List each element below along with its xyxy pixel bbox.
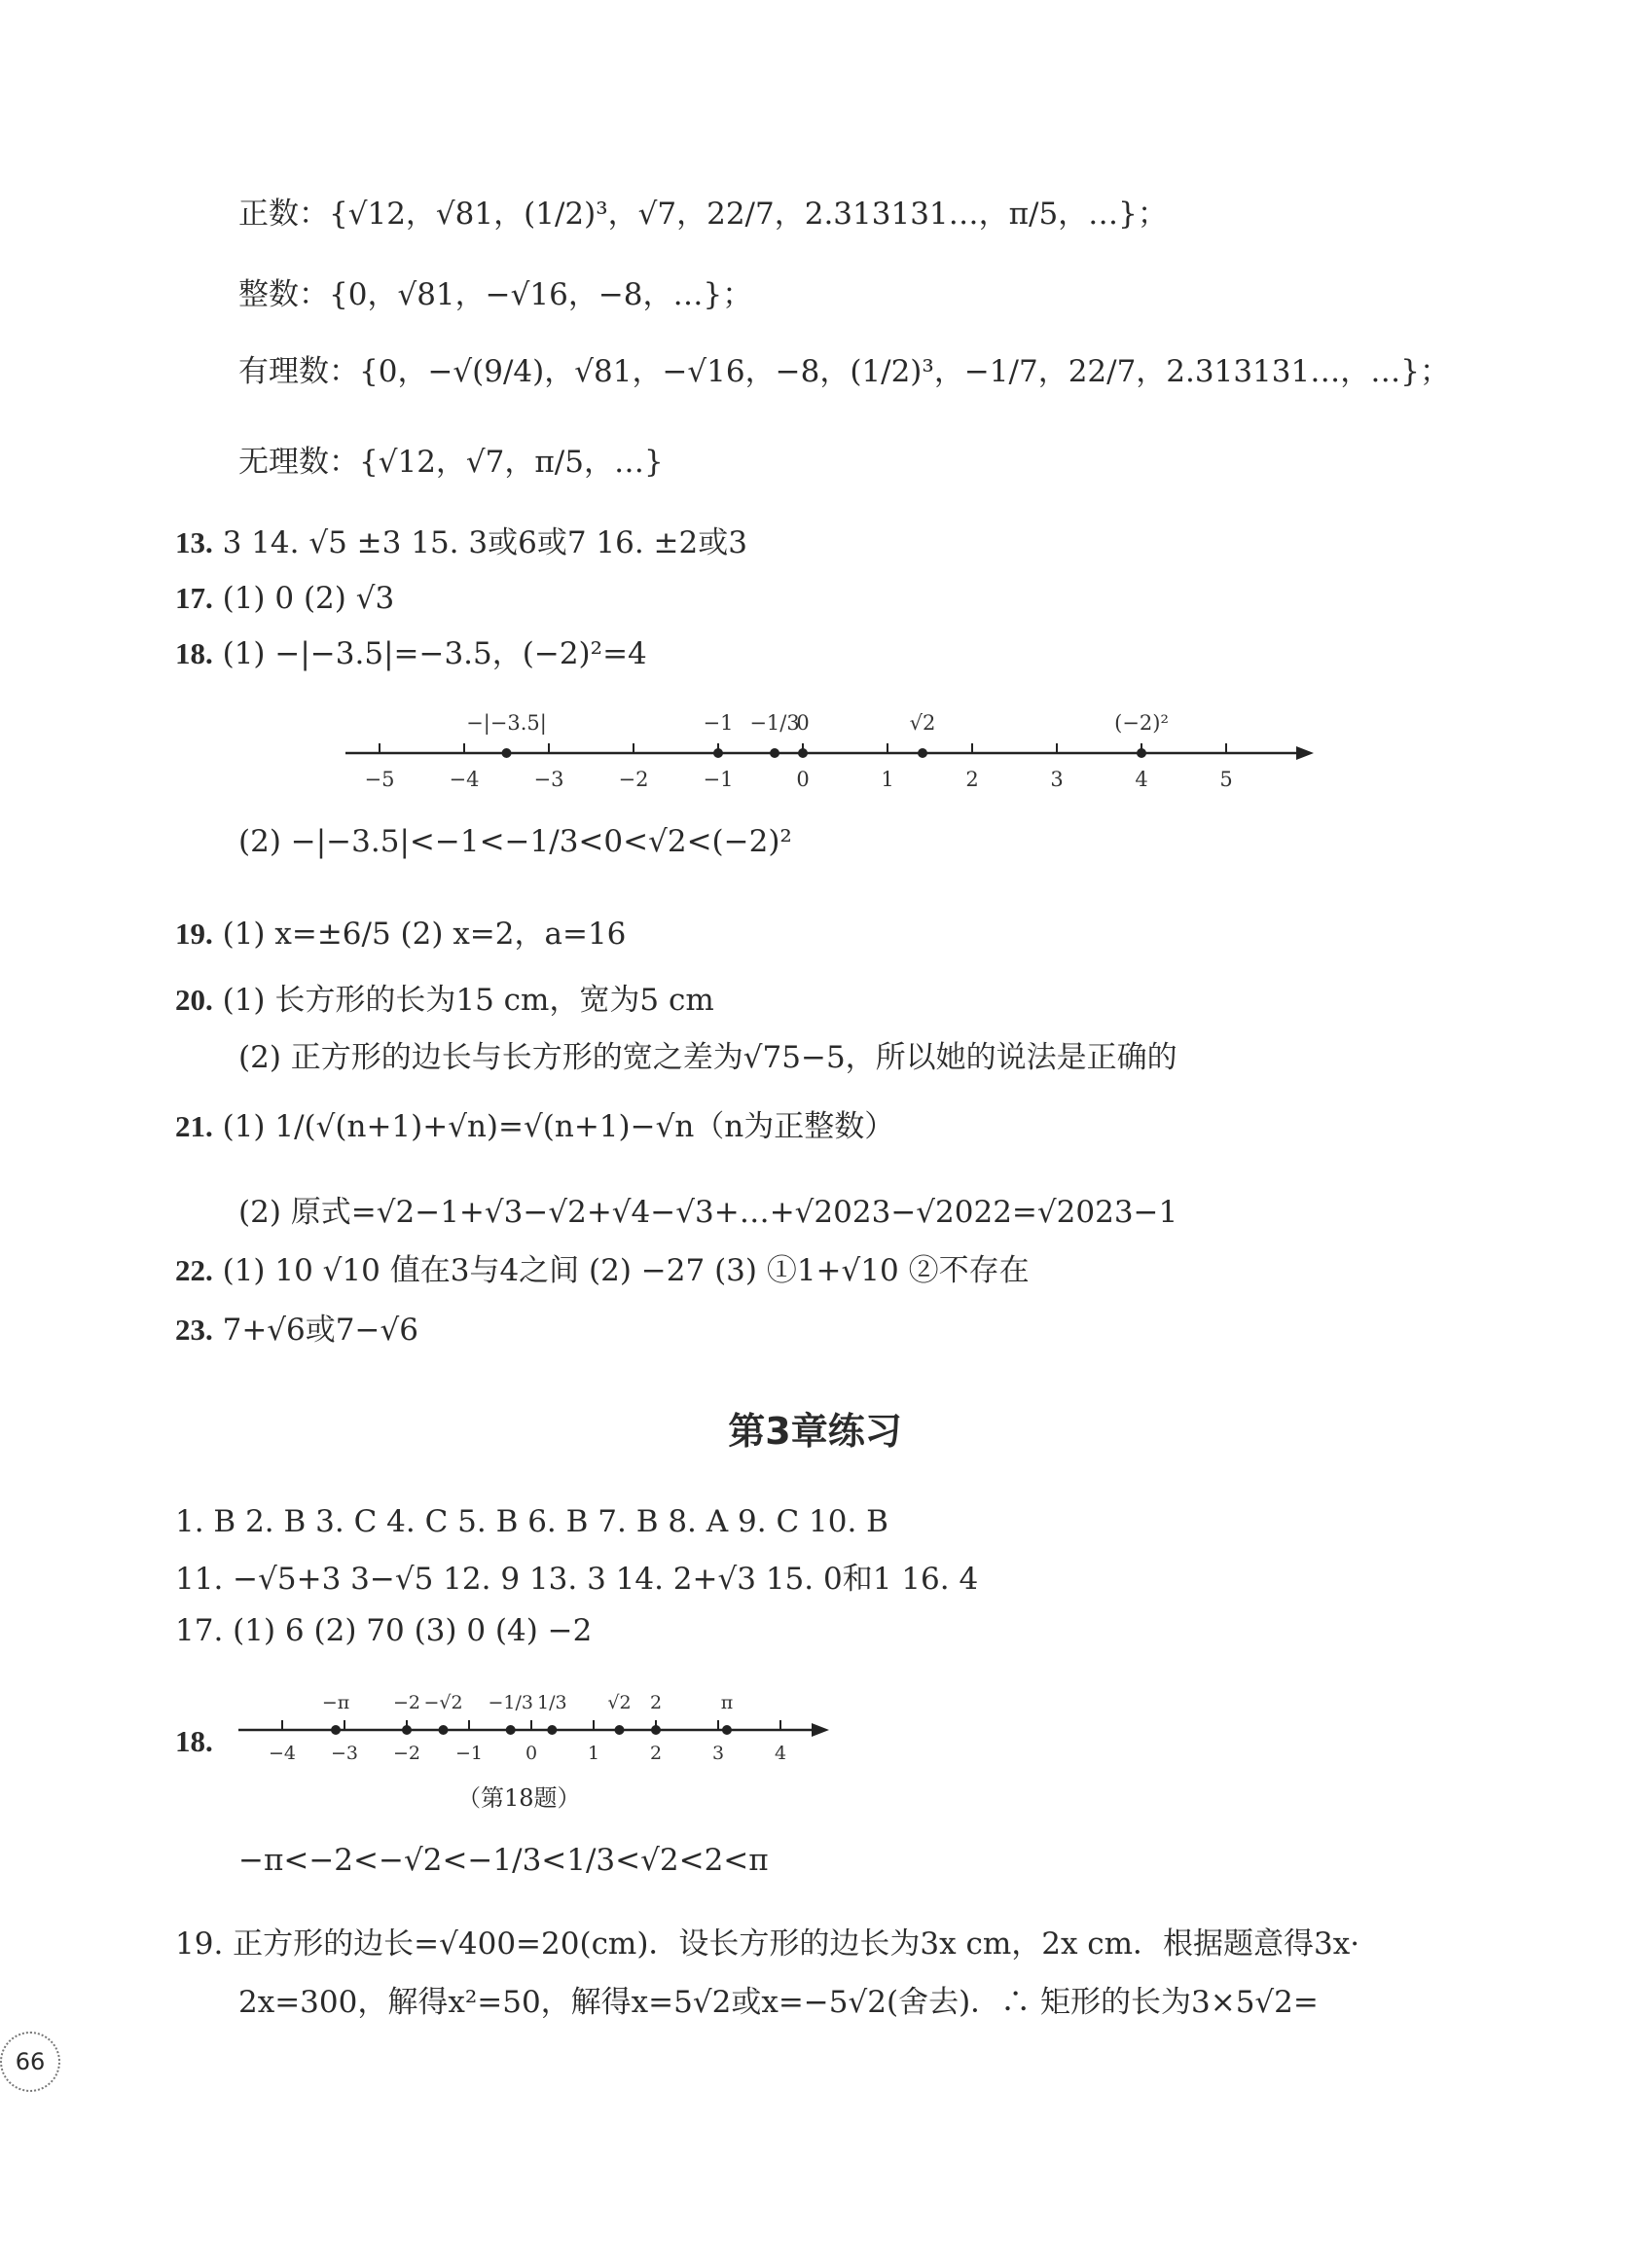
tick-label: −4 (449, 768, 480, 791)
tick-label: 4 (774, 1743, 787, 1764)
point-label: 2 (649, 1692, 663, 1713)
set-positive: 正数：{√12，√81，(1/2)³，√7，22/7，2.313131…，π/5，…}； (238, 197, 1168, 232)
point-label: −|−3.5| (466, 711, 547, 735)
ch3-answers-11-16: 11. −√5+3 3−√5 12. 9 13. 3 14. 2+√3 15. 0和1 16. 4 (175, 1562, 979, 1597)
tick-label: −2 (392, 1743, 421, 1764)
point-dot (439, 1725, 449, 1735)
point-label: −π (321, 1692, 350, 1713)
point-label: −1 (703, 711, 734, 735)
tick-label: 1 (881, 768, 894, 791)
answer-17: 17. (1) 0 (2) √3 (175, 581, 395, 616)
tick-label: −4 (268, 1743, 297, 1764)
point-label: −1/3 (749, 711, 800, 735)
tick-label: 1 (587, 1743, 600, 1764)
point-dot (402, 1725, 412, 1735)
answer-18-part1: 18. (1) −|−3.5|=−3.5，(−2)²=4 (175, 636, 647, 671)
point-dot (1137, 748, 1146, 758)
ch3-answer-19-line2: 2x=300，解得x²=50，解得x=5√2或x=−5√2(舍去)．∴ 矩形的长为3×5√2= (238, 1985, 1319, 2020)
tick-label: −5 (364, 768, 395, 791)
tick-label: −3 (330, 1743, 359, 1764)
ch3-order: −π<−2<−√2<−1/3<1/3<√2<2<π (238, 1843, 769, 1878)
point-dot (798, 748, 808, 758)
tick-label: 0 (796, 768, 810, 791)
point-dot (770, 748, 779, 758)
answer-19: 19. (1) x=±6/5 (2) x=2，a=16 (175, 917, 627, 952)
point-label: 1/3 (537, 1692, 567, 1713)
point-label: √2 (607, 1692, 632, 1713)
set-irrational: 无理数：{√12，√7，π/5，…} (238, 445, 664, 480)
point-label: −2 (392, 1692, 421, 1713)
tick-label: 2 (649, 1743, 663, 1764)
ch3-answers-1-10: 1. B 2. B 3. C 4. C 5. B 6. B 7. B 8. A 9. C 10. B (175, 1504, 888, 1539)
set-integer: 整数：{0，√81，−√16，−8，…}； (238, 277, 753, 312)
answer-21-part2: (2) 原式=√2−1+√3−√2+√4−√3+…+√2023−√2022=√2023−1 (238, 1195, 1178, 1230)
point-label: −√2 (423, 1692, 463, 1713)
tick-label: −2 (618, 768, 649, 791)
point-dot (713, 748, 723, 758)
tick-label: 4 (1135, 768, 1148, 791)
point-dot (331, 1725, 341, 1735)
tick-label: 3 (711, 1743, 725, 1764)
point-dot (918, 748, 927, 758)
answer-23: 23. 7+√6或7−√6 (175, 1313, 418, 1348)
page-number: 66 (0, 2032, 60, 2092)
tick-label: 0 (525, 1743, 538, 1764)
ch3-answer-17: 17. (1) 6 (2) 70 (3) 0 (4) −2 (175, 1613, 593, 1648)
tick-label: −1 (703, 768, 734, 791)
chapter-title: 第3章练习 (728, 1410, 902, 1453)
answer-20-part1: 20. (1) 长方形的长为15 cm，宽为5 cm (175, 983, 714, 1018)
ch3-answer-18-label: 18. (175, 1724, 213, 1758)
ch3-answer-19-line1: 19. 正方形的边长=√400=20(cm)．设长方形的边长为3x cm，2x cm．根据题意得3x· (175, 1926, 1360, 1962)
tick-label: 5 (1219, 768, 1233, 791)
tick-label: 2 (965, 768, 979, 791)
point-dot (614, 1725, 624, 1735)
answer-20-part2: (2) 正方形的边长与长方形的宽之差为√75−5，所以她的说法是正确的 (238, 1040, 1177, 1075)
axis-arrow (1296, 746, 1314, 760)
point-dot (547, 1725, 557, 1735)
point-label: 0 (796, 711, 810, 735)
point-label: (−2)² (1114, 711, 1169, 735)
point-label: π (720, 1692, 734, 1713)
point-label: √2 (909, 711, 936, 735)
tick-label: −3 (533, 768, 564, 791)
point-dot (502, 748, 512, 758)
number-line-ch3-18 (234, 1615, 915, 1764)
set-rational: 有理数：{0，−√(9/4)，√81，−√16，−8，(1/2)³，−1/7，22/7，2.313131…，…}； (238, 354, 1450, 389)
answer-13-16: 13. 3 14. √5 ±3 15. 3或6或7 16. ±2或3 (175, 525, 747, 560)
answer-18-part2: (2) −|−3.5|<−1<−1/3<0<√2<(−2)² (238, 824, 792, 859)
number-line-18 (0, 681, 1630, 837)
tick-label: 3 (1050, 768, 1064, 791)
point-dot (506, 1725, 516, 1735)
axis-arrow (812, 1723, 829, 1737)
point-dot (722, 1725, 732, 1735)
figure-caption: （第18题） (457, 1784, 581, 1812)
point-label: −1/3 (488, 1692, 533, 1713)
answer-21-part1: 21. (1) 1/(√(n+1)+√n)=√(n+1)−√n（n为正整数） (175, 1109, 895, 1144)
tick-label: −1 (454, 1743, 484, 1764)
point-dot (651, 1725, 661, 1735)
answer-22: 22. (1) 10 √10 值在3与4之间 (2) −27 (3) ①1+√10 ②不存在 (175, 1253, 1030, 1288)
